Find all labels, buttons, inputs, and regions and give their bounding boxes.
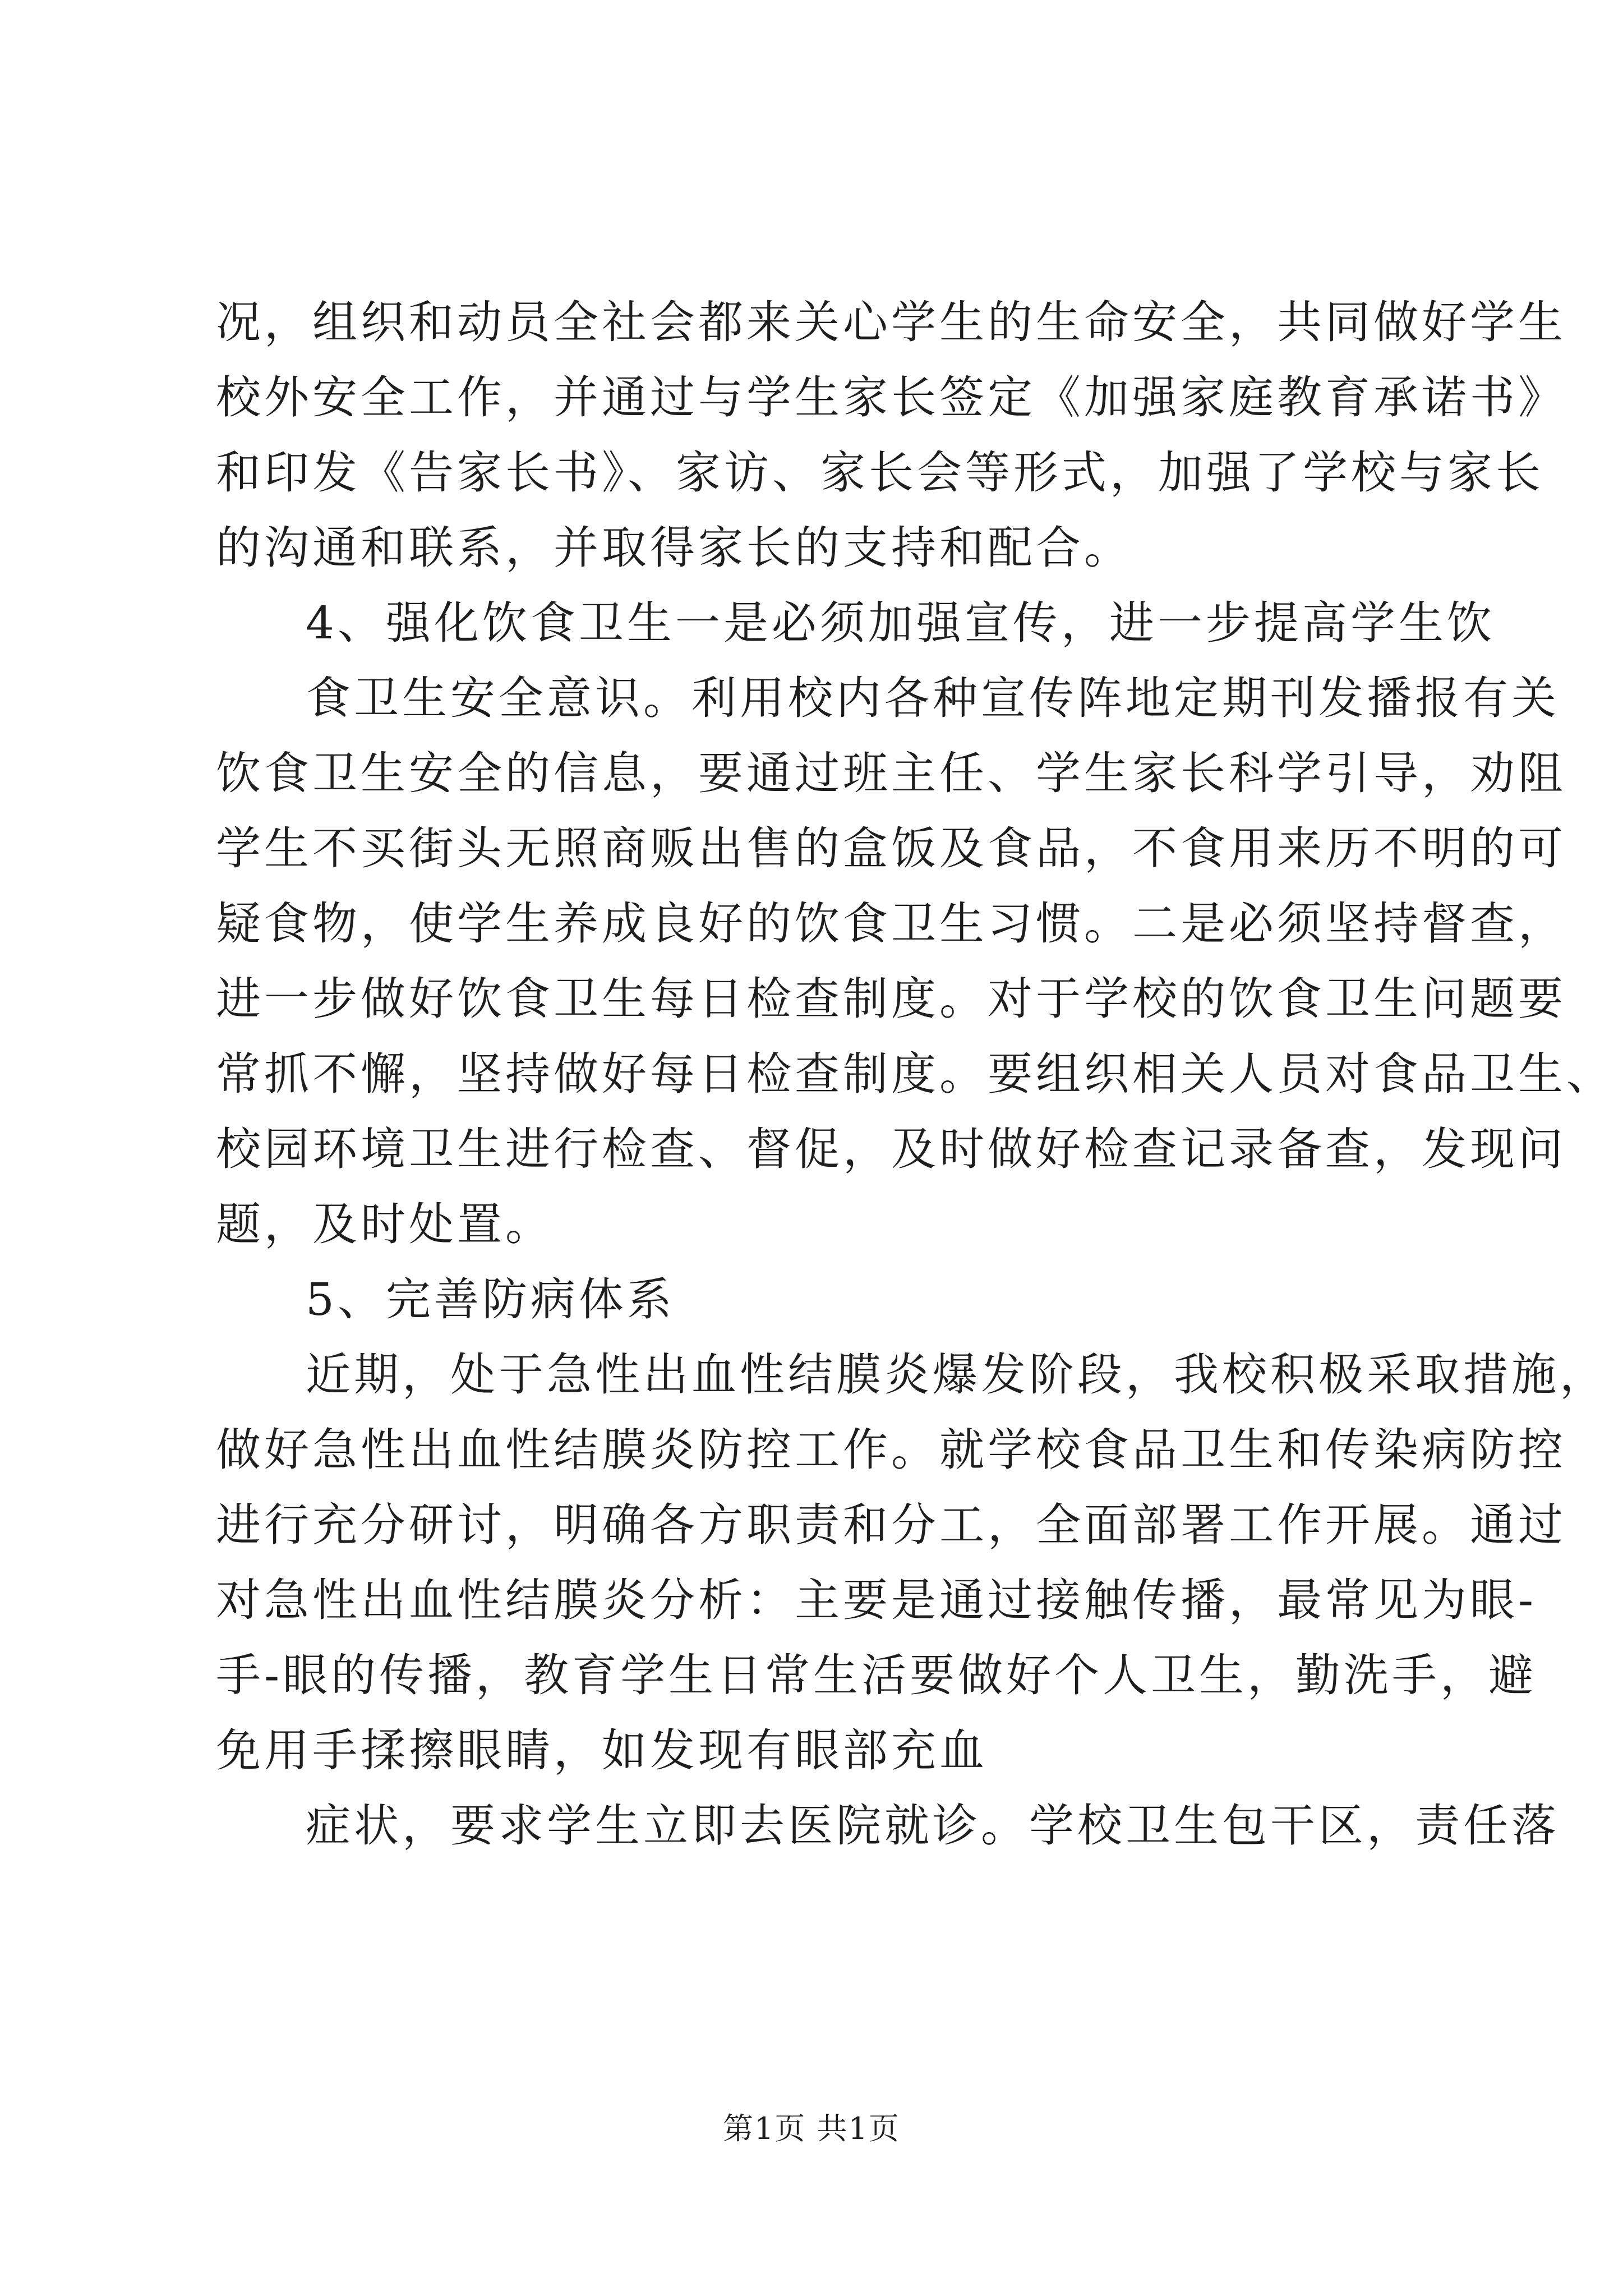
text-line: 饮食卫生安全的信息，要通过班主任、学生家长科学引导，劝阻 bbox=[216, 747, 1566, 799]
text-line: 校园环境卫生进行检查、督促，及时做好检查记录备查，发现问 bbox=[216, 1123, 1566, 1175]
text-line: 食卫生安全意识。利用校内各种宣传阵地定期刊发播报有关 bbox=[306, 672, 1560, 724]
text-line: 做好急性出血性结膜炎防控工作。就学校食品卫生和传染病防控 bbox=[216, 1424, 1566, 1476]
text-line: 疑食物，使学生养成良好的饮食卫生习惯。二是必须坚持督查， bbox=[216, 898, 1566, 950]
text-line: 的沟通和联系，并取得家长的支持和配合。 bbox=[216, 522, 1132, 574]
text-line: 进一步做好饮食卫生每日检查制度。对于学校的饮食卫生问题要 bbox=[216, 973, 1566, 1025]
text-line: 症状，要求学生立即去医院就诊。学校卫生包干区，责任落 bbox=[306, 1800, 1560, 1852]
text-line: 近期，处于急性出血性结膜炎爆发阶段，我校积极采取措施， bbox=[306, 1349, 1608, 1401]
text-line: 学生不买街头无照商贩出售的盒饭及食品，不食用来历不明的可 bbox=[216, 822, 1566, 875]
text-line: 常抓不懈，坚持做好每日检查制度。要组织相关人员对食品卫生、 bbox=[216, 1048, 1615, 1100]
document-body bbox=[216, 285, 1615, 1864]
text-line: 对急性出血性结膜炎分析：主要是通过接触传播，最常见为眼- bbox=[216, 1574, 1537, 1626]
text-line: 和印发《告家长书》、家访、家长会等形式，加强了学校与家长 bbox=[216, 447, 1544, 499]
text-line: 4、强化饮食卫生一是必须加强宣传，进一步提高学生饮 bbox=[306, 597, 1495, 649]
text-line: 5、完善防病体系 bbox=[306, 1273, 675, 1326]
page-footer: 第1页 共1页 bbox=[723, 2111, 900, 2146]
text-line: 手-眼的传播，教育学生日常生活要做好个人卫生，勤洗手，避 bbox=[216, 1649, 1537, 1701]
text-line: 题，及时处置。 bbox=[216, 1198, 554, 1250]
text-line: 进行充分研讨，明确各方职责和分工，全面部署工作开展。通过 bbox=[216, 1499, 1566, 1551]
text-line: 免用手揉擦眼睛，如发现有眼部充血 bbox=[216, 1724, 988, 1777]
text-line: 校外安全工作，并通过与学生家长签定《加强家庭教育承诺书》 bbox=[216, 371, 1566, 424]
text-line: 况，组织和动员全社会都来关心学生的生命安全，共同做好学生 bbox=[216, 296, 1566, 348]
